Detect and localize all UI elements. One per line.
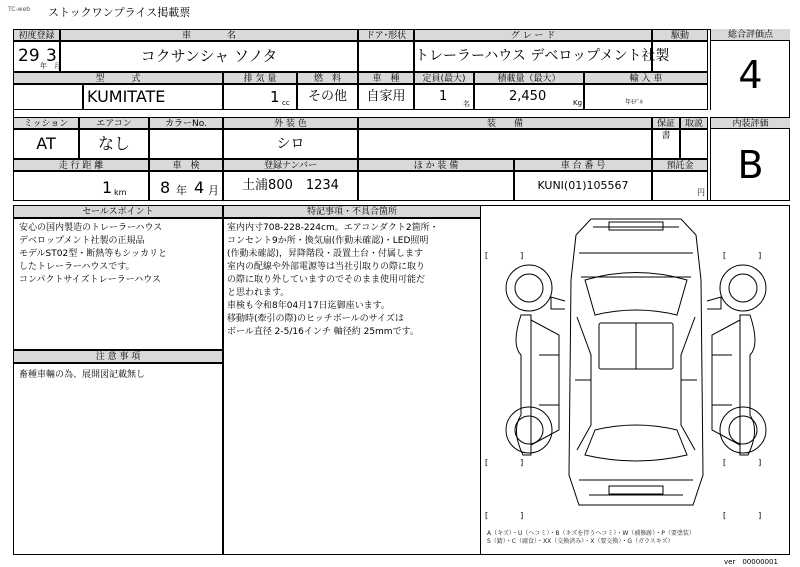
warranty-label: 保証書: [652, 117, 680, 129]
first-reg-month: 3: [46, 46, 57, 66]
diagram-bracket: [ ]: [485, 251, 524, 260]
sales-point-line: モデルST02型・断熱等もシッカリと: [19, 249, 168, 259]
displacement-label: 排 気 量: [223, 72, 297, 84]
mileage-label: 走 行 距 離: [13, 159, 149, 171]
sales-point-line: デベロップメント社製の正規品: [19, 236, 145, 246]
page-title: ストックワンプライス掲載票: [48, 6, 191, 19]
overall-score: 4: [710, 41, 790, 110]
mileage-cell: [13, 171, 149, 201]
warranty-cell: [652, 129, 680, 159]
model-blank: [13, 84, 83, 110]
equipment-label: 装 備: [358, 117, 652, 129]
remark-line: コンセント9か所・換気扇(作動未確認)・LED照明: [227, 236, 429, 246]
import-cell: [584, 84, 708, 110]
capacity-unit: 名: [463, 100, 470, 108]
first-reg-label: 初度登録: [13, 29, 60, 41]
import-label: 輸 入 車: [584, 72, 708, 84]
drive-cell: [652, 41, 708, 72]
notes-label: 注 意 事 項: [13, 350, 223, 363]
deposit-cell: [652, 171, 708, 201]
load-unit: Kg: [573, 99, 583, 107]
manual-cell: [680, 129, 708, 159]
first-reg-year: 29: [18, 46, 40, 66]
inspection-label: 車 検: [149, 159, 223, 171]
remark-line: と思われます。: [227, 288, 290, 298]
sales-points-label: セールスポイント: [13, 205, 223, 218]
notes-box: [13, 363, 223, 555]
manual-label: 取説: [680, 117, 708, 129]
remark-line: 車検も令和8年04月17日迄御座います。: [227, 301, 390, 311]
car-outline: [516, 219, 755, 505]
remark-line: 移動時(牽引の際)のヒッチボールのサイズは: [227, 314, 404, 324]
year-unit: 年: [40, 62, 47, 70]
model-label: 型 式: [13, 72, 223, 84]
displacement-value: 1: [270, 88, 280, 106]
capacity-value: 1: [439, 89, 448, 104]
grade-value: トレーラーハウス デベロップメント社製: [414, 41, 652, 72]
first-reg-cell: [13, 41, 60, 72]
note-line: 畜種車輛の為、展開図記載無し: [19, 370, 146, 380]
fuel-label: 燃 料: [297, 72, 358, 84]
displacement-unit: cc: [282, 99, 290, 107]
diagram-bracket: [ ]: [485, 458, 524, 467]
ac-label: エアコン: [79, 117, 149, 129]
model-year-label: 年ﾓﾃﾞﾙ: [625, 99, 644, 106]
overall-score-label: 総合評価点: [710, 29, 790, 41]
exterior-color-value: シロ: [223, 129, 358, 159]
plate-label: 登録ナンバー: [223, 159, 358, 171]
mileage-unit: km: [114, 188, 127, 197]
logo: TC-web: [8, 6, 31, 13]
inspection-month: 4: [194, 178, 205, 197]
remark-line: ボール直径 2-5/16インチ 軸径約 25mmです。: [227, 327, 419, 337]
door-cell: [358, 41, 414, 72]
month-unit: 月: [54, 62, 61, 70]
capacity-label: 定員(最大): [414, 72, 474, 84]
exterior-color-label: 外 装 色: [223, 117, 358, 129]
other-equipment-label: ほ か 装 備: [358, 159, 514, 171]
fuel-value: その他: [297, 84, 358, 110]
sales-points-box: [13, 218, 223, 350]
legend-line: A（キズ）・U（ヘコミ）・B（キズを伴うヘコミ）・W（補修跡）・P（要塗装）: [487, 530, 695, 537]
damage-legend: [487, 530, 695, 546]
load-cell: [474, 84, 584, 110]
color-no-label: カラーNo.: [149, 117, 223, 129]
mission-value: AT: [13, 129, 79, 159]
remark-line: の際に取り外していますのでそのまま使用可能だ: [227, 275, 426, 285]
remarks-box: [223, 218, 481, 555]
diagram-bracket: [ ]: [723, 251, 762, 260]
remarks-label: 特記事項・不具合箇所: [223, 205, 481, 218]
deposit-unit: 円: [697, 188, 705, 197]
capacity-cell: [414, 84, 474, 110]
diagram-bracket: [ ]: [723, 458, 762, 467]
ac-value: なし: [79, 129, 149, 159]
remark-line: 室内の配線や外部電源等は当社引取りの際に取り: [227, 262, 426, 272]
inspection-cell: [149, 171, 223, 201]
interior-score: B: [710, 129, 790, 201]
interior-score-label: 内装評価: [710, 117, 790, 129]
color-no-cell: [149, 129, 223, 159]
mission-label: ミッション: [13, 117, 79, 129]
inspection-year: 8: [160, 178, 171, 197]
inspection-year-unit: 年: [176, 184, 187, 197]
other-equipment-cell: [358, 171, 514, 201]
vehicle-type-label: 車 種: [358, 72, 414, 84]
load-value: 2,450: [509, 89, 547, 104]
diagram-bracket: [ ]: [485, 511, 524, 520]
deposit-label: 預託金: [652, 159, 708, 171]
model-value: KUMITATE: [83, 84, 223, 110]
plate-value: 土浦800 1234: [223, 171, 358, 201]
drive-label: 駆動: [652, 29, 708, 41]
equipment-cell: [358, 129, 652, 159]
sales-point-line: したトレーラーハウスです。: [19, 262, 135, 272]
sales-point-line: 安心の国内製造のトレーラーハウス: [19, 223, 163, 233]
chassis-value: KUNI(01)105567: [514, 171, 652, 201]
legend-line: S（錆）・C（腐食）・XX（交換済み）・X（要交換）・G（ガラスキズ）: [487, 538, 674, 545]
displacement-cell: [223, 84, 297, 110]
grade-label: グ レ ー ド: [414, 29, 652, 41]
sales-point-line: コンパクトサイズトレーラーハウス: [19, 275, 161, 285]
version-label: ver 00000001: [724, 558, 778, 566]
remark-line: 室内内寸708-228-224cm。エアコンダクト2箇所・: [227, 223, 439, 233]
diagram-bracket: [ ]: [723, 511, 762, 520]
car-name: コクサンシャ ソノタ: [60, 41, 358, 72]
car-diagram: [481, 205, 790, 530]
car-name-label: 車 名: [60, 29, 358, 41]
vehicle-type-value: 自家用: [358, 84, 414, 110]
mileage-value: 1: [102, 178, 113, 197]
chassis-label: 車 台 番 号: [514, 159, 652, 171]
door-label: ドア･形状: [358, 29, 414, 41]
remark-line: (作動未確認)，昇降階段・設置土台・付属します: [227, 249, 424, 259]
load-label: 積載量（最大）: [474, 72, 584, 84]
damage-diagram-area: [481, 205, 790, 555]
inspection-month-unit: 月: [208, 184, 219, 197]
